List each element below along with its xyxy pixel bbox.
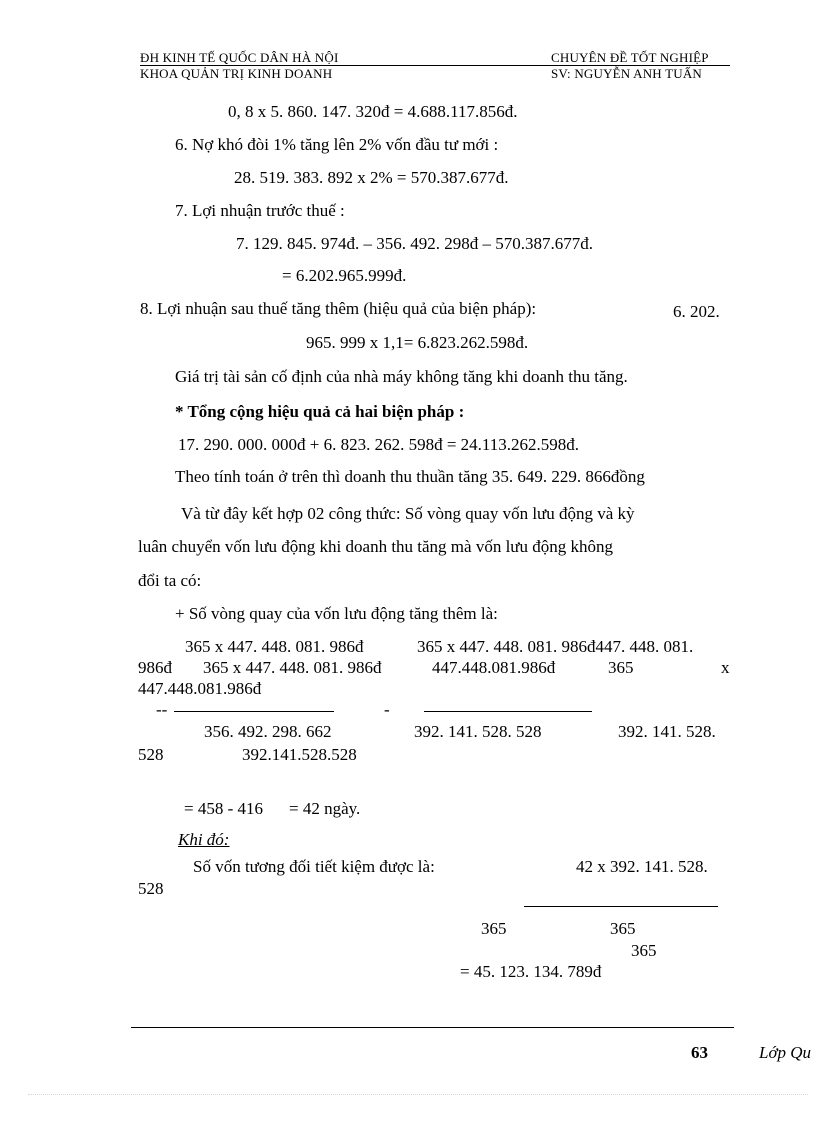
section-heading: * Tổng cộng hiệu quả cả hai biện pháp : [175, 402, 465, 421]
text-line: đổi ta có: [138, 571, 202, 590]
page-number: 63 [691, 1043, 708, 1062]
formula-dash: -- [156, 700, 168, 719]
text-line: luân chuyển vốn lưu động khi doanh thu tăng mà vốn lưu động không [138, 537, 614, 556]
fraction-bar [524, 906, 718, 907]
text-line: 6. 202. [673, 302, 720, 321]
text-line: Giá trị tài sản cố định của nhà máy không tăng khi doanh thu tăng. [175, 367, 628, 386]
header-student: SV: NGUYỄN ANH TUẤN [551, 66, 703, 81]
text-line: 0, 8 x 5. 860. 147. 320đ = 4.688.117.856đ. [228, 102, 518, 121]
text-line: 17. 290. 000. 000đ + 6. 823. 262. 598đ = 24.113.262.598đ. [178, 435, 580, 454]
fraction-bar [174, 711, 334, 712]
text-line: 8. Lợi nhuận sau thuế tăng thêm (hiệu quả của biện pháp): [140, 299, 537, 318]
text-line: Số vốn tương đối tiết kiệm được là: [193, 857, 435, 876]
formula-text: 365 x 447. 448. 081. 986đ [185, 637, 364, 656]
formula-text: 365 [481, 919, 507, 938]
formula-text: 528 [138, 745, 164, 764]
text-line: = 6.202.965.999đ. [282, 266, 407, 285]
footer-divider [131, 1027, 734, 1028]
formula-result: = 42 ngày. [289, 799, 361, 818]
footer-class: Lớp Qu [759, 1043, 812, 1062]
text-line: + Số vòng quay của vốn lưu động tăng thêm là: [175, 604, 498, 623]
formula-text: 392.141.528.528 [242, 745, 357, 764]
formula-text: 392. 141. 528. 528 [414, 722, 542, 741]
formula-text: 365 [608, 658, 634, 677]
formula-text: 356. 492. 298. 662 [204, 722, 332, 741]
formula-text: 365 x 447. 448. 081. 986đ [203, 658, 382, 677]
text-line: 6. Nợ khó đòi 1% tăng lên 2% vốn đầu tư mới : [175, 135, 499, 154]
text-line: Và từ đây kết hợp 02 công thức: Số vòng quay vốn lưu động và kỳ [181, 504, 635, 523]
formula-text: 365 [631, 941, 657, 960]
header-faculty: KHOA QUẢN TRỊ KINH DOANH [140, 66, 333, 81]
formula-text: 986đ [138, 658, 172, 677]
formula-text: 447.448.081.986đ [432, 658, 556, 677]
formula-result: = 458 - 416 [184, 799, 263, 818]
formula-text: 365 x 447. 448. 081. 986đ447. 448. 081. [417, 637, 694, 656]
footer-dotted-rule [28, 1094, 808, 1095]
formula-text: 365 [610, 919, 636, 938]
formula-text: 392. 141. 528. [618, 722, 716, 741]
text-line: 28. 519. 383. 892 x 2% = 570.387.677đ. [234, 168, 509, 187]
formula-text: x [721, 658, 730, 677]
formula-result: = 45. 123. 134. 789đ [460, 962, 602, 981]
header-topic: CHUYÊN ĐỀ TỐT NGHIỆP [551, 50, 709, 65]
fraction-bar [424, 711, 592, 712]
formula-dash: - [384, 700, 390, 719]
text-line: Theo tính toán ở trên thì doanh thu thuần tăng 35. 649. 229. 866đồng [175, 467, 645, 486]
formula-text: 447.448.081.986đ [138, 679, 262, 698]
formula-text: 42 x 392. 141. 528. [576, 857, 708, 876]
header-school: ĐH KINH TẾ QUỐC DÂN HÀ NỘI [140, 50, 339, 65]
formula-text: 528 [138, 879, 164, 898]
text-line: 7. 129. 845. 974đ. – 356. 492. 298đ – 570.387.677đ. [236, 234, 593, 253]
text-line: 7. Lợi nhuận trước thuế : [175, 201, 345, 220]
khi-do-label: Khi đó: [178, 830, 230, 849]
text-line: 965. 999 x 1,1= 6.823.262.598đ. [306, 333, 529, 352]
